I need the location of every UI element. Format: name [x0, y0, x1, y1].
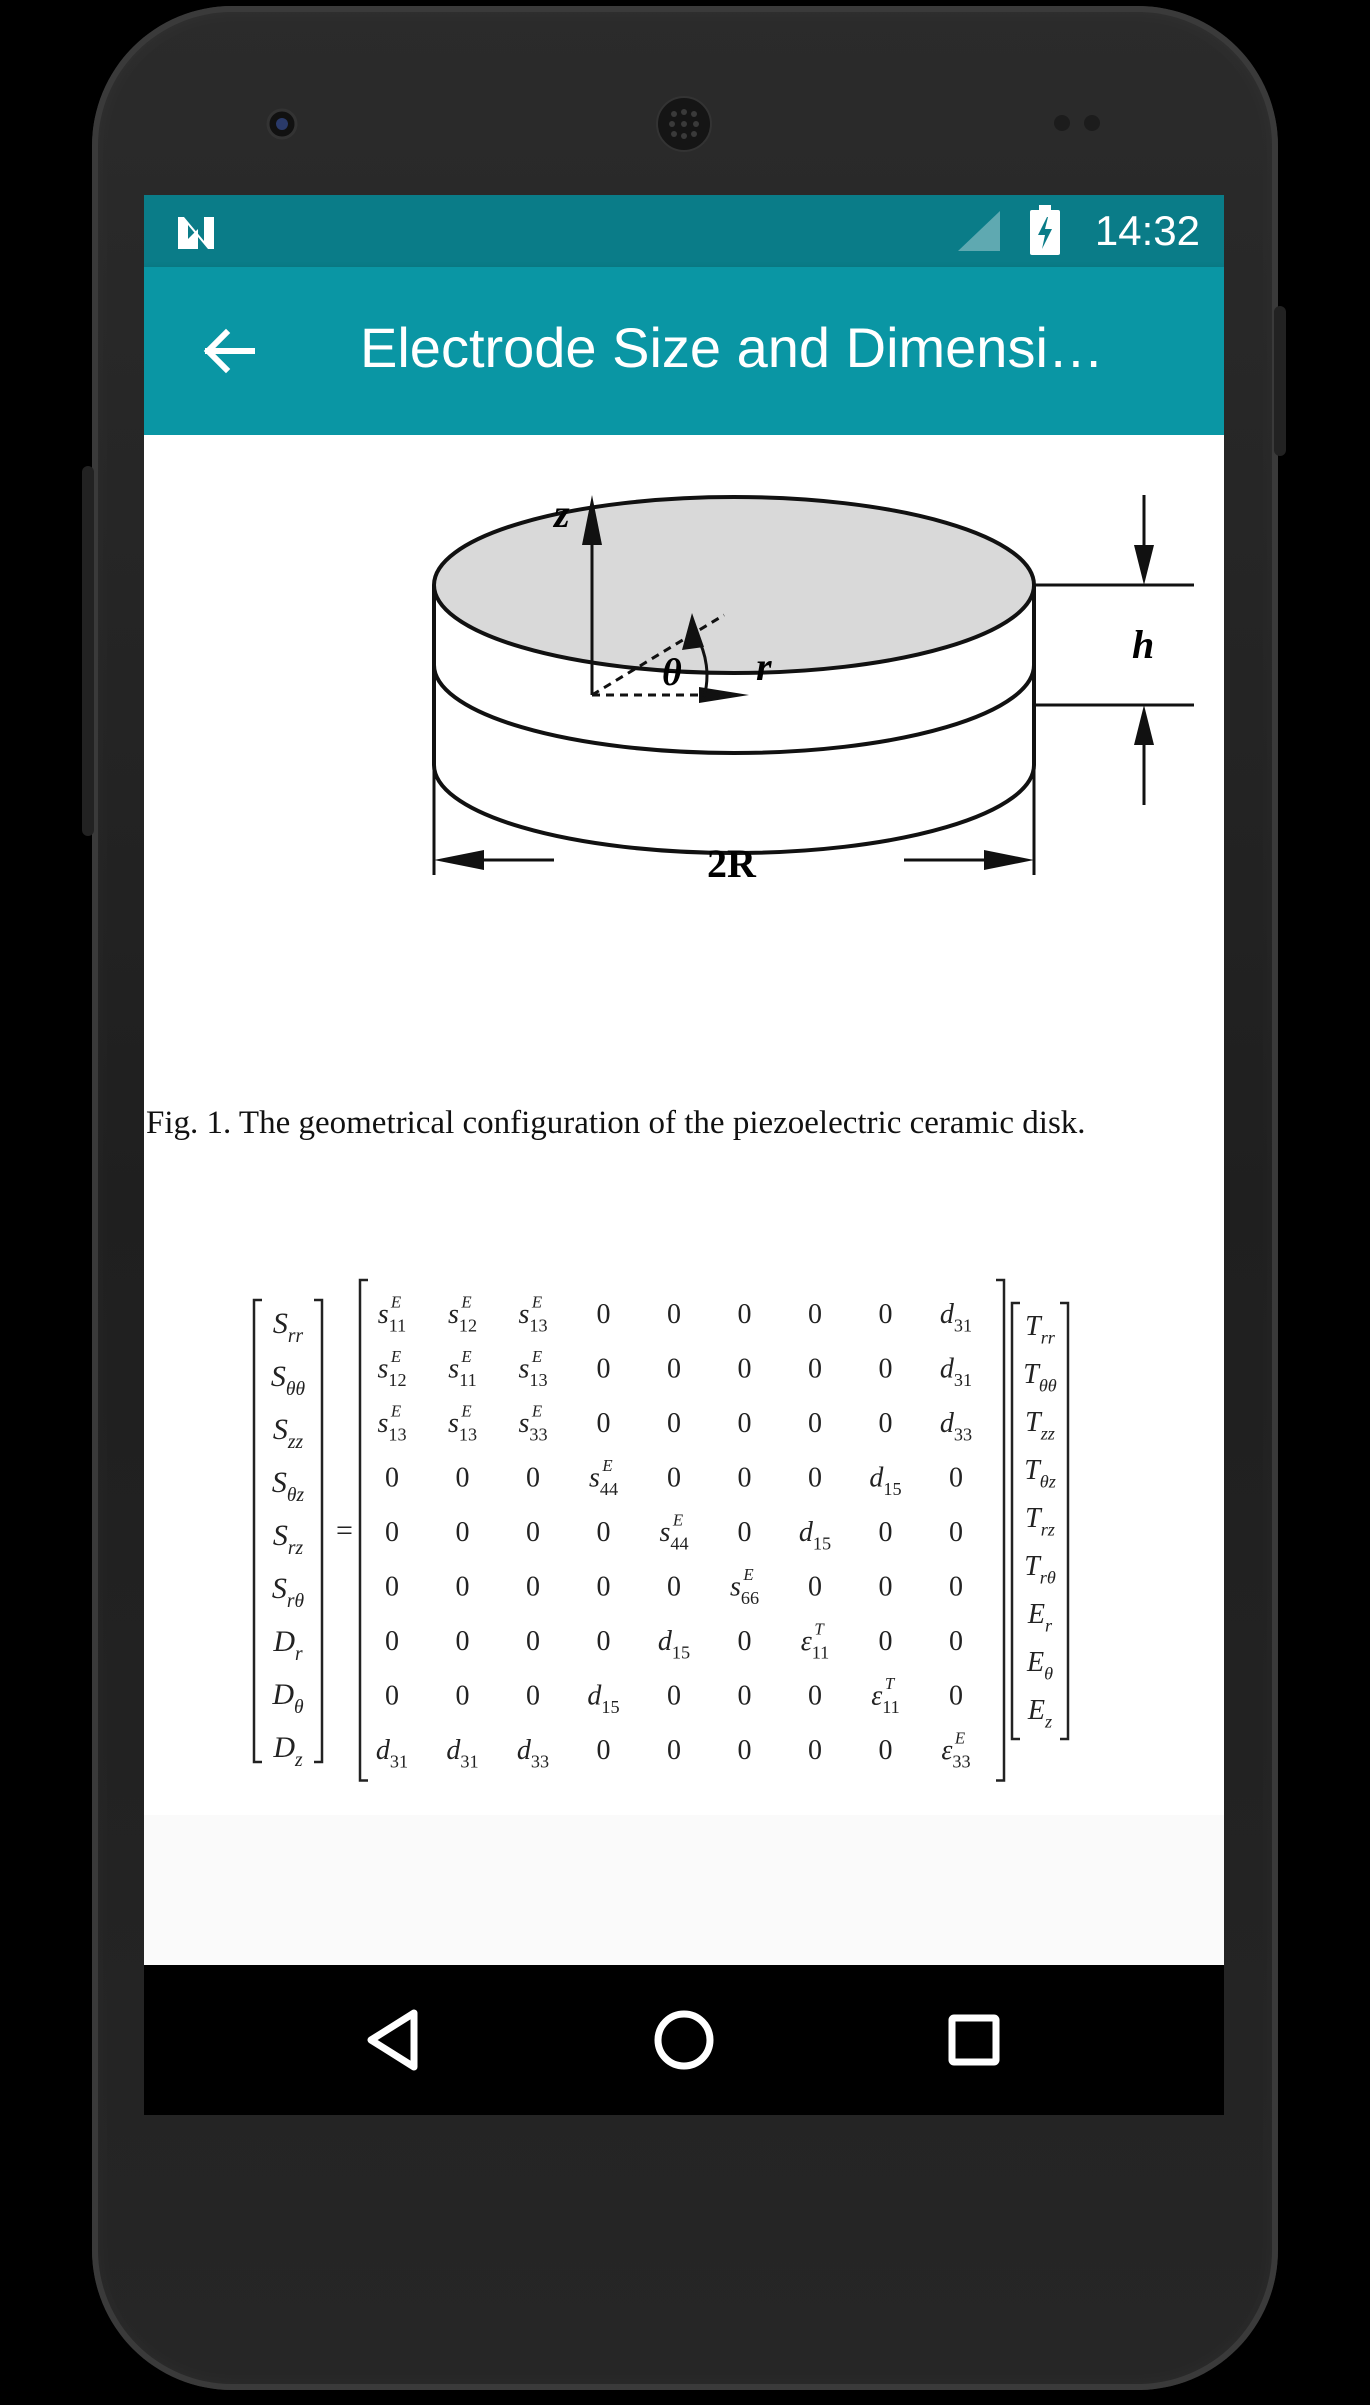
- matrix-entry: $\varepsilon_{11}$: [800, 1626, 830, 1663]
- matrix-entry-superscript: E: [390, 1401, 402, 1421]
- matrix-entry: 0: [385, 1462, 399, 1494]
- matrix-entry: $s_{66}$: [729, 1571, 760, 1608]
- sensor-icon: [1050, 111, 1110, 135]
- theta-label: θ: [662, 652, 682, 694]
- matrix-entry: $d_{15}$: [869, 1462, 902, 1499]
- matrix-entry: 0: [526, 1517, 540, 1548]
- matrix-entry: 0: [667, 1735, 681, 1766]
- matrix-left-bracket: [360, 1280, 368, 1781]
- status-bar: [144, 195, 1224, 267]
- matrix-entry: $s_{44}$: [588, 1462, 619, 1499]
- lhs-left-bracket: [254, 1300, 262, 1762]
- matrix-entry-superscript: E: [461, 1292, 472, 1312]
- rhs-term: $E_r$: [1027, 1599, 1053, 1636]
- matrix-entry: 0: [455, 1680, 470, 1712]
- rhs-term: $T_{zz}$: [1025, 1407, 1055, 1444]
- matrix-entry-superscript: E: [390, 1292, 402, 1312]
- matrix-entry: 0: [808, 1408, 822, 1439]
- matrix-entry-superscript: E: [531, 1347, 543, 1367]
- matrix-entry: $s_{12}$: [447, 1299, 478, 1336]
- matrix-entry-superscript: E: [743, 1565, 754, 1585]
- matrix-entry: $s_{13}$: [518, 1353, 548, 1390]
- matrix-entry: 0: [878, 1571, 893, 1603]
- matrix-entry-superscript: E: [461, 1347, 472, 1367]
- rhs-right-bracket: [1060, 1303, 1068, 1739]
- rhs-term: $E_z$: [1027, 1695, 1053, 1732]
- matrix-entry-superscript: E: [672, 1510, 684, 1530]
- notification-n-icon: [174, 213, 218, 253]
- matrix-entry: 0: [526, 1571, 540, 1603]
- back-button[interactable]: [186, 309, 270, 393]
- constitutive-equation: [204, 1275, 1204, 1795]
- r-label: r: [756, 644, 772, 689]
- matrix-entry: 0: [737, 1408, 752, 1439]
- rhs-term: $E_\theta$: [1026, 1647, 1054, 1684]
- rhs-term: $T_{r\theta}$: [1024, 1551, 1056, 1588]
- arrow-back-icon: [200, 323, 256, 379]
- navigation-bar: [144, 1965, 1224, 2115]
- matrix-entry: 0: [455, 1517, 470, 1548]
- matrix-entry: $\varepsilon_{11}$: [871, 1680, 900, 1717]
- matrix-entry: 0: [949, 1517, 963, 1548]
- lhs-term: $S_{zz}$: [272, 1413, 304, 1453]
- matrix-entry: $d_{15}$: [657, 1626, 691, 1663]
- figure-caption: Fig. 1. The geometrical configuration of the piezoelectric ceramic disk.: [146, 1105, 1086, 1141]
- matrix-entry: 0: [385, 1571, 399, 1603]
- matrix-entry: 0: [596, 1408, 611, 1439]
- matrix-entry: $s_{13}$: [447, 1408, 478, 1445]
- matrix-entry: $d_{33}$: [939, 1408, 973, 1445]
- matrix-entry: 0: [596, 1517, 611, 1548]
- matrix-entry: 0: [808, 1299, 822, 1330]
- matrix-entry-superscript: T: [884, 1674, 895, 1694]
- matrix-entry: 0: [596, 1626, 611, 1657]
- disk-diagram: [404, 475, 1204, 1015]
- lhs-term: $D_r$: [273, 1625, 303, 1665]
- matrix-entry: 0: [455, 1626, 470, 1657]
- matrix-entry: $d_{15}$: [587, 1680, 620, 1717]
- matrix-entry: $s_{44}$: [659, 1517, 689, 1554]
- disk-top-face: [434, 497, 1034, 673]
- recents-square-icon[interactable]: [929, 1995, 1019, 2085]
- matrix-entry: 0: [667, 1353, 681, 1385]
- rhs-term: $T_{rr}$: [1025, 1311, 1055, 1348]
- matrix-entry: 0: [878, 1299, 893, 1330]
- lhs-term: $S_{r\theta}$: [271, 1572, 305, 1612]
- matrix-entry: 0: [949, 1571, 963, 1603]
- matrix-entry: $d_{31}$: [939, 1353, 973, 1390]
- matrix-entry: 0: [455, 1571, 470, 1603]
- matrix-entry: $d_{15}$: [798, 1517, 832, 1554]
- matrix-entry-superscript: E: [531, 1401, 543, 1421]
- rhs-term: $T_{\theta z}$: [1024, 1455, 1056, 1492]
- matrix-entry: $s_{11}$: [448, 1353, 477, 1390]
- volume-button: [82, 466, 94, 836]
- matrix-right-bracket: [996, 1280, 1004, 1781]
- matrix-entry: 0: [737, 1299, 752, 1330]
- matrix-entry: $s_{13}$: [377, 1408, 407, 1445]
- matrix-entry: 0: [667, 1408, 681, 1439]
- matrix-entry-superscript: T: [814, 1619, 824, 1639]
- matrix-entry: 0: [808, 1571, 822, 1603]
- matrix-entry: 0: [737, 1353, 752, 1385]
- signal-icon: [956, 209, 1002, 253]
- matrix-entry: 0: [737, 1626, 752, 1657]
- matrix-entry: 0: [596, 1353, 611, 1385]
- matrix-entry: 0: [385, 1626, 399, 1657]
- article-content: [144, 435, 1224, 1965]
- matrix-entry: $s_{13}$: [518, 1299, 548, 1336]
- matrix-entry: 0: [667, 1571, 681, 1603]
- lhs-right-bracket: [314, 1300, 322, 1762]
- matrix-entry-superscript: E: [954, 1728, 966, 1748]
- matrix-entry: $d_{31}$: [939, 1299, 973, 1336]
- matrix-entry: 0: [808, 1353, 822, 1385]
- clock: 14:32: [1094, 207, 1200, 254]
- matrix-entry: 0: [808, 1735, 822, 1766]
- rhs-term: $T_{\theta\theta}$: [1023, 1359, 1057, 1396]
- lhs-term: $D_z$: [273, 1731, 303, 1771]
- matrix-entry: 0: [878, 1735, 893, 1766]
- matrix-entry: $s_{11}$: [377, 1299, 407, 1336]
- matrix-entry: $s_{12}$: [377, 1353, 407, 1390]
- matrix-entry: 0: [878, 1517, 893, 1548]
- matrix-entry: 0: [526, 1626, 540, 1657]
- matrix-entry: $\varepsilon_{33}$: [941, 1735, 971, 1772]
- lhs-term: $S_{rr}$: [272, 1307, 304, 1347]
- matrix-entry: 0: [878, 1353, 893, 1385]
- page-title: Electrode Size and Dimensi…: [360, 316, 1104, 379]
- z-label: z: [554, 491, 570, 536]
- matrix-entry-superscript: E: [531, 1292, 543, 1312]
- matrix-entry: 0: [667, 1680, 681, 1712]
- lhs-term: $S_{\theta z}$: [271, 1466, 305, 1506]
- matrix-entry: 0: [667, 1299, 681, 1330]
- matrix-entry: 0: [596, 1735, 611, 1766]
- diameter-label: 2R: [707, 841, 756, 886]
- matrix-entry-superscript: E: [390, 1347, 402, 1367]
- content-footer-area: [144, 1815, 1224, 1965]
- matrix-entry-superscript: E: [461, 1401, 472, 1421]
- matrix-entry: 0: [878, 1626, 893, 1657]
- matrix-entry: 0: [737, 1735, 752, 1766]
- battery-charging-icon: [1030, 205, 1060, 255]
- equals-sign: =: [336, 1514, 353, 1547]
- matrix-entry: 0: [596, 1571, 611, 1603]
- rhs-term: $T_{rz}$: [1025, 1503, 1055, 1540]
- lhs-term: $D_\theta$: [272, 1678, 304, 1718]
- matrix-entry: 0: [737, 1462, 752, 1494]
- front-camera-icon: [264, 106, 300, 142]
- home-circle-icon[interactable]: [639, 1995, 729, 2085]
- device-screen: [144, 195, 1224, 2115]
- matrix-entry: $s_{33}$: [518, 1408, 548, 1445]
- matrix-entry: $d_{31}$: [446, 1735, 479, 1772]
- matrix-entry: $d_{31}$: [375, 1735, 409, 1772]
- speaker-grille-icon: [654, 94, 714, 154]
- matrix-entry: 0: [737, 1517, 752, 1548]
- matrix-entry: 0: [808, 1680, 822, 1712]
- lhs-term: $S_{rz}$: [272, 1519, 304, 1559]
- matrix-entry: $d_{33}$: [516, 1735, 550, 1772]
- matrix-entry: 0: [737, 1680, 752, 1712]
- lhs-term: $S_{\theta\theta}$: [270, 1360, 306, 1400]
- matrix-entry: 0: [596, 1299, 611, 1330]
- matrix-entry: 0: [455, 1462, 470, 1494]
- matrix-entry: 0: [949, 1626, 963, 1657]
- matrix-entry: 0: [526, 1680, 540, 1712]
- power-button: [1274, 306, 1286, 456]
- matrix-entry: 0: [878, 1408, 893, 1439]
- rhs-left-bracket: [1012, 1303, 1020, 1739]
- matrix-entry: 0: [385, 1517, 399, 1548]
- matrix-entry: 0: [385, 1680, 399, 1712]
- matrix-entry: 0: [526, 1462, 540, 1494]
- matrix-entry: 0: [949, 1680, 963, 1712]
- matrix-entry: 0: [667, 1462, 681, 1494]
- matrix-entry: 0: [808, 1462, 822, 1494]
- matrix-entry-superscript: E: [602, 1456, 613, 1476]
- app-bar: [144, 267, 1224, 435]
- back-triangle-icon[interactable]: [349, 1995, 439, 2085]
- matrix-entry: 0: [949, 1462, 963, 1494]
- h-label: h: [1132, 622, 1155, 667]
